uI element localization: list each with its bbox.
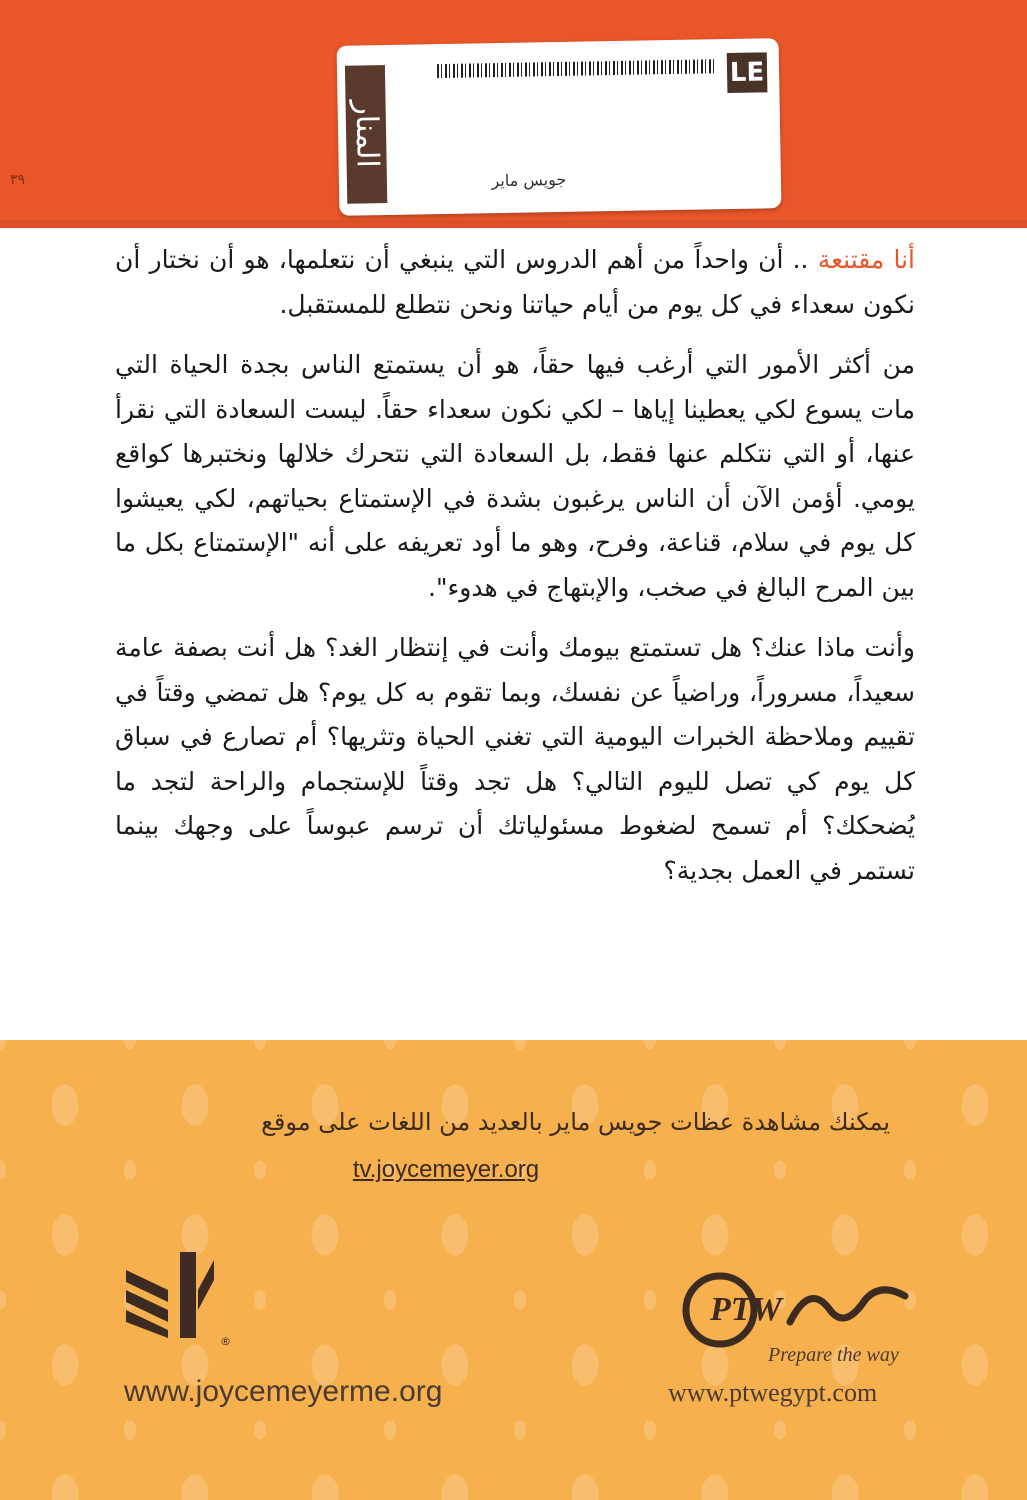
sticker-author-text: جويس ماير <box>491 169 567 191</box>
price-sticker <box>337 38 782 216</box>
paragraph-2: من أكثر الأمور التي أرغب فيها حقاً، هو أن يستمتع الناس بجدة الحياة التي مات يسوع لكي يعطينا إياها – لكي نكون سعداء حقاً. ليست السعادة التي نقرأ عنها، أو التي نتكلم عنها فقط، بل السعادة التي نتحرك خلالها ونختبرها كواقع يومي. أؤمن الآن أن الناس يرغبون بشدة في الإستمتاع بحياتهم، لكي يعيشوا كل يوم في سلام، قناعة، وفرح، وهو ما أود تعريفه على أنه "الإستمتاع بكل ما بين المرح البالغ في صخب، والإبتهاج في هدوء". <box>115 350 915 602</box>
ptw-url[interactable]: www.ptwegypt.com <box>668 1378 878 1407</box>
registered-mark: ® <box>220 1335 231 1348</box>
tv-website-link[interactable]: tv.joycemeyer.org <box>352 1156 540 1183</box>
sticker-corner-logo: LE <box>727 52 768 93</box>
ptw-logo <box>680 1270 910 1350</box>
store-logo: المنار <box>345 65 387 204</box>
paragraph-3: وأنت ماذا عنك؟ هل تستمتع بيومك وأنت في إنتظار الغد؟ هل أنت بصفة عامة سعيداً، مسروراً، وراضياً عن نفسك، وبما تقوم به كل يوم؟ هل تمضي وقتاً في تقييم وملاحظة الخبرات اليومية التي تغني الحياة وتثريها؟ أم تصارع في سباق كل يوم كي تصل لليوم التالي؟ هل تجد وقتاً للإستجمام والراحة لتجد ما يُضحكك؟ أم تسمح لضغوط مسئولياتك أن ترسم عبوساً على وجهك بينما تستمر في العمل بجدية؟ <box>115 633 915 885</box>
joycemeyer-url[interactable]: www.joycemeyerme.org <box>124 1375 443 1408</box>
back-cover-text <box>115 238 915 909</box>
joyce-meyer-logo <box>124 1250 216 1340</box>
jm-logo-bar <box>180 1252 196 1338</box>
lead-phrase: أنا مقتنعة <box>817 245 915 274</box>
ptw-tagline: Prepare the way <box>768 1344 899 1366</box>
jm-logo-stripe-4 <box>198 1260 214 1310</box>
page-mark: ٣٩ <box>10 172 26 188</box>
paragraph-1-text: .. أن واحداً من أهم الدروس التي ينبغي أن نتعلمها، هو أن نختار أن نكون سعداء في كل يوم من أيام حياتنا ونحن نتطلع للمستقبل. <box>115 245 915 319</box>
ptw-logo-letters: PTW <box>710 1291 782 1328</box>
watch-sermons-text: يمكنك مشاهدة عظات جويس ماير بالعديد من اللغات على موقع <box>261 1108 890 1136</box>
barcode <box>437 59 717 78</box>
ptw-logo-swoosh <box>790 1290 905 1322</box>
paragraph-1 <box>115 238 915 327</box>
